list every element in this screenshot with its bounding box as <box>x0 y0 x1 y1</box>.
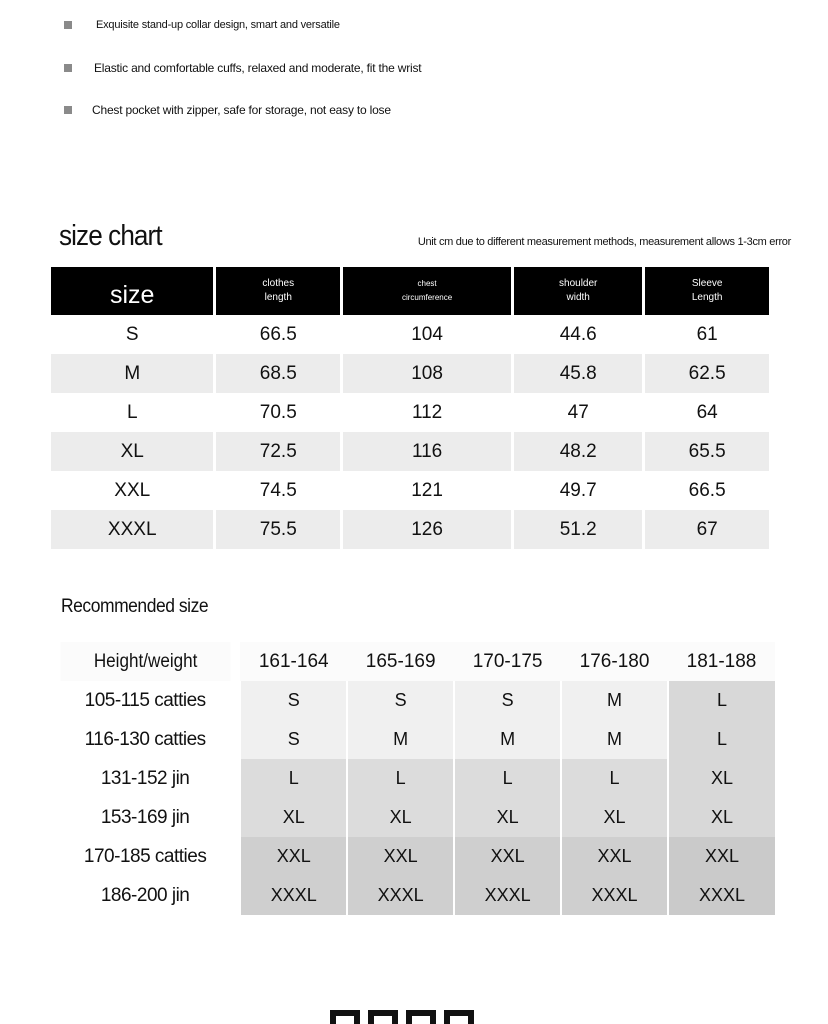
size-cell: XL <box>240 798 347 837</box>
header-label-line: Length <box>691 292 723 303</box>
length-cell: 68.5 <box>216 354 340 393</box>
size-cell: XL <box>561 798 668 837</box>
size-cell: XL <box>454 798 561 837</box>
recommended-size-table <box>51 642 775 915</box>
size-cell: XL <box>668 798 775 837</box>
size-cell: L <box>240 759 347 798</box>
bullet-square-icon <box>64 64 72 72</box>
size-cell: L <box>668 720 775 759</box>
size-cell: M <box>561 681 668 720</box>
header-label-line: length <box>264 292 292 303</box>
size-cell: S <box>240 720 347 759</box>
length-cell: 75.5 <box>216 510 340 549</box>
weight-label: 153-169 jin <box>51 798 240 837</box>
sleeve-cell: 62.5 <box>645 354 769 393</box>
height-header: 161-164 <box>240 642 347 681</box>
shoulder-cell: 48.2 <box>514 432 642 471</box>
table-row <box>51 354 769 393</box>
header-shoulder-width <box>514 267 642 315</box>
height-header: 176-180 <box>561 642 668 681</box>
size-cell: XL <box>51 432 213 471</box>
table-row <box>51 510 769 549</box>
feature-text: Chest pocket with zipper, safe for storage, not easy to lose <box>92 103 391 117</box>
chest-cell: 104 <box>343 315 511 354</box>
size-cell: XXL <box>668 837 775 876</box>
shoulder-cell: 51.2 <box>514 510 642 549</box>
weight-label: 131-152 jin <box>51 759 240 798</box>
size-cell: XL <box>668 759 775 798</box>
header-label-line: Sleeve <box>691 278 723 289</box>
glyph-fragment <box>330 1010 360 1024</box>
sleeve-cell: 66.5 <box>645 471 769 510</box>
chest-cell: 116 <box>343 432 511 471</box>
length-cell: 74.5 <box>216 471 340 510</box>
size-cell: XXXL <box>240 876 347 915</box>
header-label-line: shoulder <box>559 278 598 289</box>
chest-cell: 108 <box>343 354 511 393</box>
size-cell: S <box>347 681 454 720</box>
chest-cell: 121 <box>343 471 511 510</box>
header-sleeve-length <box>645 267 769 315</box>
corner-label: Height/weight <box>60 642 230 681</box>
feature-text: Elastic and comfortable cuffs, relaxed and moderate, fit the wrist <box>94 61 422 75</box>
header-size: size <box>51 267 213 315</box>
size-cell: XXL <box>240 837 347 876</box>
size-cell: M <box>51 354 213 393</box>
shoulder-cell: 47 <box>514 393 642 432</box>
sleeve-cell: 64 <box>645 393 769 432</box>
size-cell: XXXL <box>561 876 668 915</box>
glyph-fragment <box>368 1010 398 1024</box>
cropped-heading-glyphs <box>330 1010 500 1024</box>
size-cell: L <box>51 393 213 432</box>
weight-label: 105-115 catties <box>51 681 240 720</box>
size-cell: S <box>454 681 561 720</box>
size-cell: XL <box>347 798 454 837</box>
shoulder-cell: 44.6 <box>514 315 642 354</box>
weight-label: 116-130 catties <box>51 720 240 759</box>
size-cell: XXL <box>561 837 668 876</box>
header-chest-circumference <box>343 267 511 315</box>
size-cell: XXXL <box>51 510 213 549</box>
bullet-square-icon <box>64 106 72 114</box>
sleeve-cell: 61 <box>645 315 769 354</box>
chest-cell: 126 <box>343 510 511 549</box>
size-cell: S <box>51 315 213 354</box>
height-header: 181-188 <box>668 642 775 681</box>
feature-text: Exquisite stand-up collar design, smart and versatile <box>96 19 340 31</box>
size-cell: XXL <box>347 837 454 876</box>
size-cell: L <box>454 759 561 798</box>
size-cell: S <box>240 681 347 720</box>
sleeve-cell: 65.5 <box>645 432 769 471</box>
size-chart-title: size chart <box>59 220 162 252</box>
recommended-header-row <box>51 642 775 681</box>
size-chart-table <box>48 267 772 549</box>
feature-item <box>64 61 421 75</box>
length-cell: 72.5 <box>216 432 340 471</box>
header-label-line: chest <box>417 279 437 288</box>
bullet-square-icon <box>64 21 72 29</box>
length-cell: 70.5 <box>216 393 340 432</box>
size-cell: L <box>668 681 775 720</box>
glyph-fragment <box>406 1010 436 1024</box>
size-cell: M <box>454 720 561 759</box>
size-cell: XXXL <box>454 876 561 915</box>
size-cell: XXXL <box>668 876 775 915</box>
table-row <box>51 432 769 471</box>
table-row <box>51 759 775 798</box>
shoulder-cell: 49.7 <box>514 471 642 510</box>
table-row <box>51 681 775 720</box>
header-label-line: width <box>566 292 590 303</box>
feature-item <box>64 103 391 117</box>
measurement-note: Unit cm due to different measurement methods, measurement allows 1-3cm error <box>417 236 791 248</box>
table-row <box>51 471 769 510</box>
header-label-line: circumference <box>401 293 453 302</box>
shoulder-cell: 45.8 <box>514 354 642 393</box>
header-label-line: clothes <box>262 278 295 289</box>
weight-label: 170-185 catties <box>51 837 240 876</box>
length-cell: 66.5 <box>216 315 340 354</box>
table-row <box>51 720 775 759</box>
height-header: 170-175 <box>454 642 561 681</box>
table-row <box>51 393 769 432</box>
table-row <box>51 798 775 837</box>
table-row <box>51 876 775 915</box>
header-clothes-length <box>216 267 340 315</box>
size-cell: XXXL <box>347 876 454 915</box>
table-row <box>51 315 769 354</box>
size-cell: L <box>347 759 454 798</box>
height-header: 165-169 <box>347 642 454 681</box>
size-cell: L <box>561 759 668 798</box>
size-cell: M <box>347 720 454 759</box>
glyph-fragment <box>444 1010 474 1024</box>
recommended-size-title: Recommended size <box>61 596 209 617</box>
size-cell: XXL <box>454 837 561 876</box>
sleeve-cell: 67 <box>645 510 769 549</box>
chest-cell: 112 <box>343 393 511 432</box>
size-cell: M <box>561 720 668 759</box>
size-cell: XXL <box>51 471 213 510</box>
weight-label: 186-200 jin <box>51 876 240 915</box>
table-row <box>51 837 775 876</box>
size-chart-header-row <box>51 267 769 315</box>
feature-item <box>64 19 340 31</box>
